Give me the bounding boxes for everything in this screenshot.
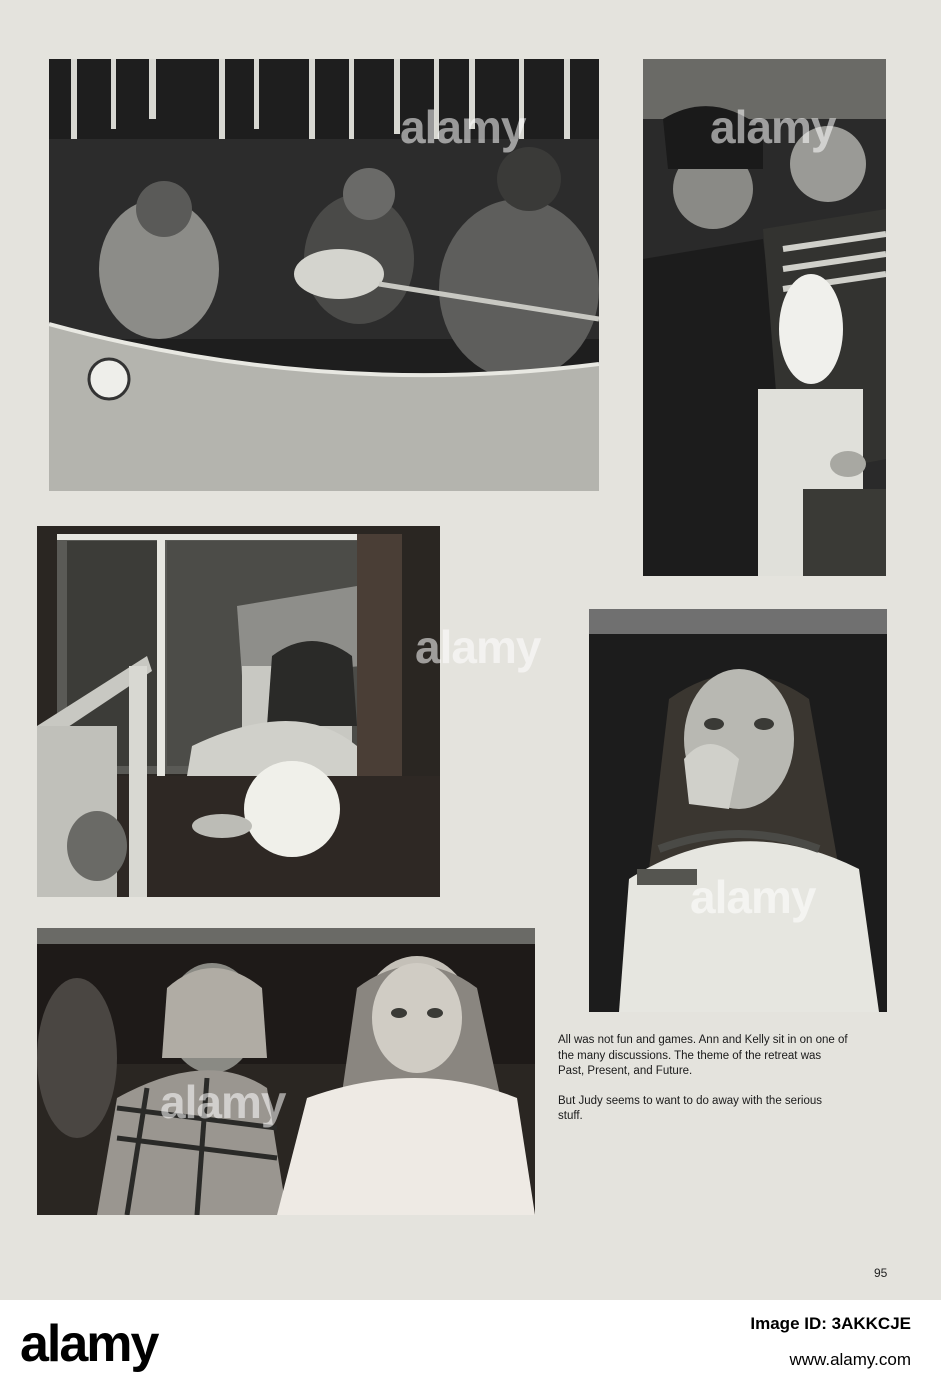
- watermark-canoe: alamy: [400, 101, 526, 153]
- page-number: 95: [874, 1266, 888, 1280]
- footer-logo: alamy: [20, 1315, 158, 1373]
- footer-url: www.alamy.com: [789, 1350, 911, 1369]
- caption: [558, 1033, 848, 1139]
- caption-paragraph-1: All was not fun and games. Ann and Kelly sit in on one of the many discussions. The theme of the retreat was Past, Present, and Future.: [558, 1034, 848, 1077]
- watermark-discussion: alamy: [160, 1076, 286, 1128]
- stock-footer: [0, 1300, 941, 1390]
- caption-paragraph-2: But Judy seems to want to do away with the serious stuff.: [558, 1094, 822, 1122]
- window-frisbee-photo: [37, 526, 440, 897]
- watermark-judy: alamy: [690, 871, 816, 923]
- watermark-window: alamy: [415, 621, 541, 673]
- watermark-boys: alamy: [710, 101, 836, 153]
- two-boys-photo: [643, 59, 886, 576]
- canoe-photo: [49, 59, 599, 491]
- discussion-photo: [37, 928, 535, 1215]
- judy-photo: [589, 609, 887, 1012]
- footer-image-id: Image ID: 3AKKCJE: [750, 1314, 911, 1333]
